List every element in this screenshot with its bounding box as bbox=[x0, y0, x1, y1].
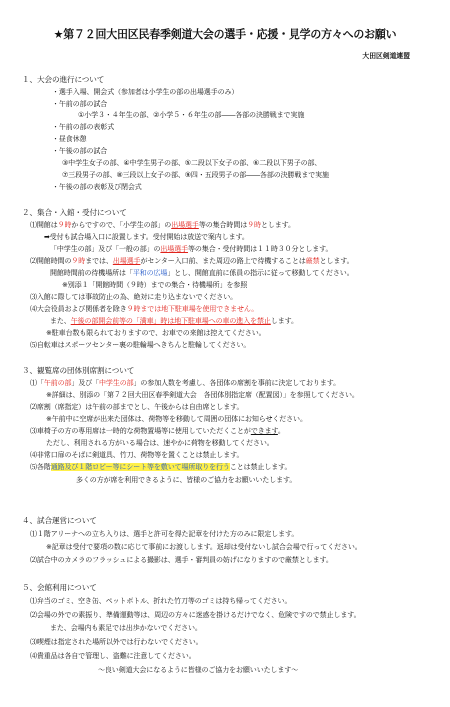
text-line: ※記章は受付で要項の数に応じて事前にお渡しします。返却は受付ないし試合会場で行ってください。 bbox=[46, 543, 362, 551]
document-title: ★第７２回大田区民春季剣道大会の選手・応援・見学の方々へのお願い bbox=[53, 28, 397, 41]
text-line: ・午前の部の試合 bbox=[52, 100, 108, 108]
section-heading: ５、会館利用について bbox=[22, 583, 97, 592]
text-line: ・午後の部の試合 bbox=[52, 147, 108, 155]
text-line: 「中学生の部」及び「一般の部」の出場選手等の集合・受付時間は１１時３０分とします。 bbox=[50, 245, 333, 253]
text-line: ⑷貴重品は各自で管理し、盗難に注意してください。 bbox=[30, 652, 196, 660]
text-line: ⑸各階通路及び１階ロビー等にシート等を敷いて場所取りを行うことは禁止します。 bbox=[30, 463, 292, 471]
text-line: ⑶喫煙は指定された場所以外では行わないでください。 bbox=[30, 638, 203, 646]
text-line: ⑸自転車はスポーツセンター裏の駐輪場へきちんと駐輪してください。 bbox=[30, 341, 251, 349]
organization-name: 大田区剣道連盟 bbox=[362, 52, 410, 60]
text-line: ※午前中に空席が出来た団体は、荷物等を移動して周囲の団体にお知らせください。 bbox=[46, 415, 307, 423]
text-line: ⑵席割（席指定）は午前の部までとし、午後からは自由席とします。 bbox=[30, 403, 244, 411]
section-heading: ４、試合運営について bbox=[22, 516, 97, 525]
text-line: ただし、利用される方がいる場合は、速やかに荷物を移動してください。 bbox=[46, 439, 274, 447]
text-line: ・選手入場、開会式（参加者は小学生の部の出場選手のみ） bbox=[52, 88, 239, 96]
text-line: ・昼食休憩 bbox=[52, 135, 87, 143]
text-line: ⑴「午前の部」及び「中学生の部」の参加人数を考慮し、各団体の席割を事前に決定しております。 bbox=[30, 379, 340, 387]
text-line: ※駐車台数も限られておりますので、お車での来館は控えてください。 bbox=[46, 329, 266, 337]
text-line: ③中学生女子の部、④中学生男子の部、⑤二段以下女子の部、⑥二段以下男子の部、 bbox=[62, 159, 322, 167]
text-line: 多くの方が席を利用できるように、皆様のご協力をお願いいたします。 bbox=[76, 476, 297, 484]
text-line: ⑦三段男子の部、⑧三段以上女子の部、⑨四・五段男子の部――各部の決勝戦まで実施 bbox=[62, 171, 329, 179]
text-line: ⑶車椅子の方の専用席は一時的な荷物置場等に使用していただくことができます。 bbox=[30, 427, 285, 435]
text-line: ～良い剣道大会になるように皆様のご協力をお願いいたします～ bbox=[98, 666, 299, 674]
text-line: ⑴１階アリーナへの立ち入りは、選手と許可を得た記章を付けた方のみに限定します。 bbox=[30, 530, 299, 538]
text-line: ①小学３・４年生の部、②小学５・６年生の部――各部の決勝戦まで実施 bbox=[78, 111, 305, 119]
text-line: ⑴弁当のゴミ、空き缶、ペットボトル、折れた竹刀等のゴミは持ち帰ってください。 bbox=[30, 597, 292, 605]
text-line: ⑷大会役員および関係者を除き９時までは地下駐車場を使用できません。 bbox=[30, 305, 259, 313]
text-line: ➡受付も試合場入口に設置します。受付開始は放送で案内します。 bbox=[44, 233, 249, 241]
text-line: ・午後の部の表彰及び閉会式 bbox=[52, 183, 142, 191]
text-line: ⑵開館時間の９時までは、出場選手がセンター入口前、また周辺の路上で待機することは厳禁とします。 bbox=[30, 257, 354, 265]
section-heading: １、大会の進行について bbox=[22, 75, 105, 84]
text-line: また、午後の部開会前等の「満車」時は地下駐車場への車の進入を禁止します。 bbox=[50, 317, 298, 325]
text-line: ⑷非常口扉のそばに剣道具、竹刀、荷物等を置くことは禁止します。 bbox=[30, 451, 244, 459]
text-line: 開館時間前の待機場所は「平和の広場」とし、開館直前に係員の指示に従って移動してください。 bbox=[50, 269, 354, 277]
text-line: ※別添１「開館時間（９時）までの集合・待機場所」を参照 bbox=[62, 281, 248, 289]
text-line: ⑵試合中のカメラのフラッシュによる撮影は、選手・審判員の妨げになりますので厳禁とします。 bbox=[30, 556, 333, 564]
text-line: ⑵会場の外での素振り、準備運動等は、周辺の方々に迷惑を掛けるだけでなく、危険ですので禁止します。 bbox=[30, 611, 361, 619]
text-line: ・午前の部の表彰式 bbox=[52, 123, 115, 131]
text-line: ⑶入館に際しては事故防止の為、絶対に走り込まないでください。 bbox=[30, 293, 237, 301]
text-line: また、会場内も素足では出歩かないでください。 bbox=[50, 624, 202, 632]
section-heading: ３、観覧席の団体別席割について bbox=[22, 366, 135, 375]
text-line: ※詳細は、別添の「第７２回大田区春季剣道大会 各団体別指定席（配置図）」を参照してください。 bbox=[46, 391, 359, 399]
section-heading: ２、集合・入館・受付について bbox=[22, 208, 127, 217]
text-line: ⑴開館は９時からですので、「小学生の部」の出場選手等の集合時間は９時とします。 bbox=[30, 221, 295, 229]
